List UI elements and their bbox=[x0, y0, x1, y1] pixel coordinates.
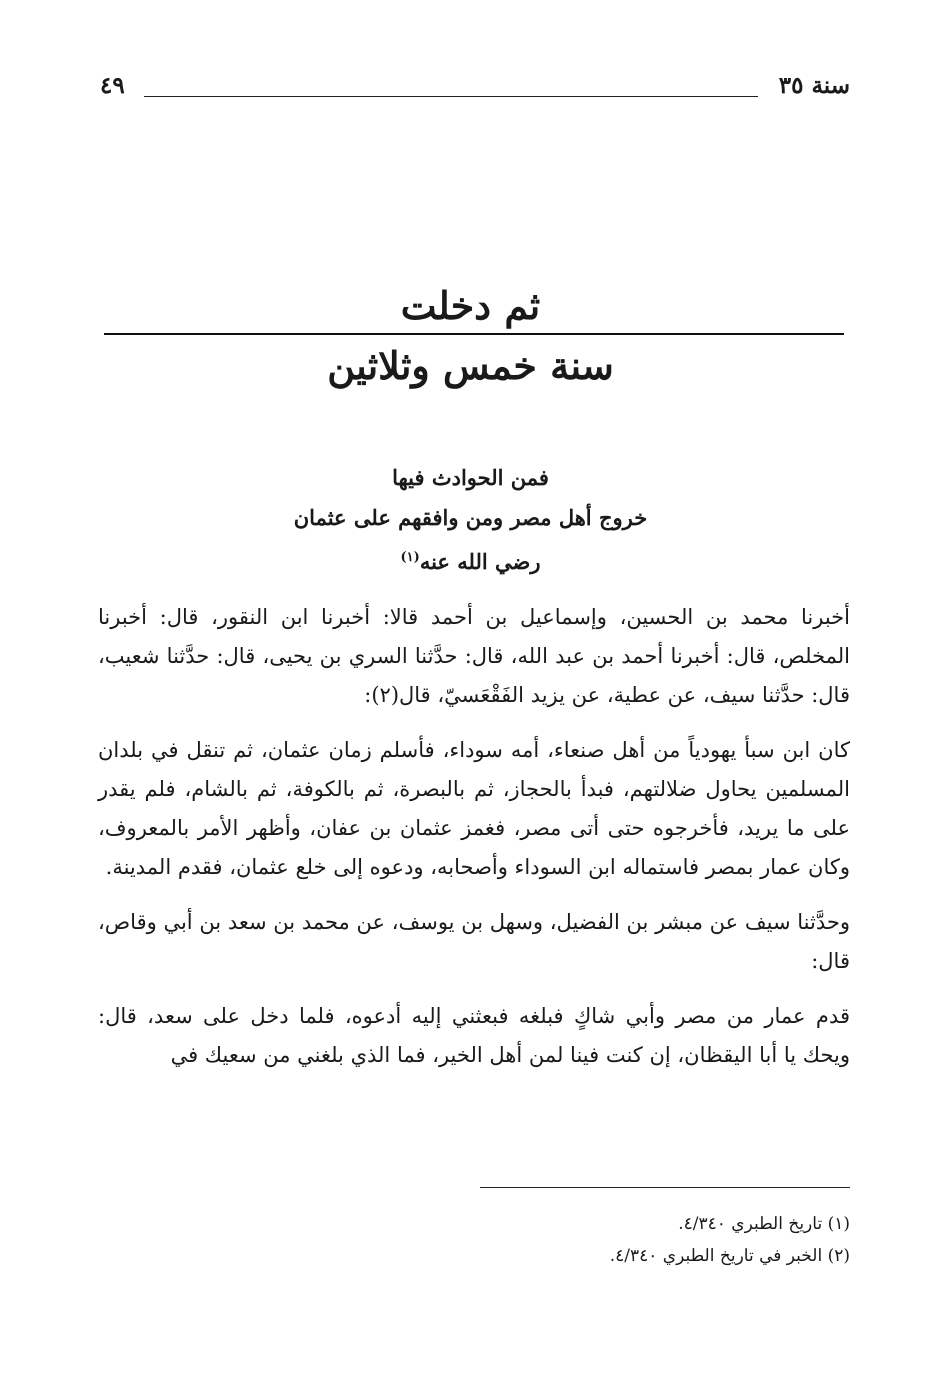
footnote-2: (٢) الخبر في تاريخ الطبري ٤/٣٤٠. bbox=[609, 1246, 850, 1266]
footnote-reference-1: (١) bbox=[400, 550, 420, 565]
footnote-rule bbox=[480, 1187, 850, 1188]
paragraph-isnad-2: وحدَّثنا سيف عن مبشر بن الفضيل، وسهل بن يوسف، عن محمد بن سعد بن أبي وقاص، قال: bbox=[98, 910, 850, 973]
section-heading bbox=[0, 458, 941, 582]
paragraph-isnad-1: أخبرنا محمد بن الحسين، وإسماعيل بن أحمد قالا: أخبرنا ابن النقور، قال: أخبرنا المخلص، قال: أخبرنا أحمد بن عبد الله، قال: حدَّثنا السري بن يحيى، قال: حدَّثنا شعيب، قال: حدَّثنا سيف، عن عطية، عن يزيد الفَقْعَسيّ، قال(٢): bbox=[98, 605, 850, 707]
footnote-1: (١) تاريخ الطبري ٤/٣٤٠. bbox=[678, 1214, 850, 1234]
chapter-title: ثم دخلت bbox=[400, 283, 541, 328]
chapter-subtitle: سنة خمس وثلاثين bbox=[327, 343, 614, 388]
running-title: سنة ٣٥ bbox=[778, 72, 850, 99]
section-heading-line-2: خروج أهل مصر ومن وافقهم على عثمان bbox=[293, 505, 648, 530]
header-rule bbox=[144, 96, 758, 97]
footnotes bbox=[98, 1208, 850, 1272]
paragraph-ibn-saba: كان ابن سبأ يهودياً من أهل صنعاء، أمه سوداء، فأسلم زمان عثمان، ثم تنقل في بلدان المسلمين يحاول ضلالتهم، فبدأ بالحجاز، ثم بالبصرة، ثم بالكوفة، ثم بالشام، فلم يقدر على ما يريد، فأخرجوه حتى أتى مصر، فغمز عثمان بن عفان، وأظهر الأمر بالمعروف، وكان عمار بمصر فاستماله ابن السوداء وأصحابه، ودعوه إلى خلع عثمان، فقدم المدينة. bbox=[98, 738, 850, 879]
section-heading-line-1: فمن الحوادث فيها bbox=[392, 465, 549, 490]
body-text bbox=[98, 598, 850, 1075]
running-header bbox=[100, 72, 850, 112]
section-heading-line-3 bbox=[0, 538, 941, 582]
page-number: ٤٩ bbox=[100, 72, 125, 99]
paragraph-ammar: قدم عمار من مصر وأبي شاكٍ فبلغه فبعثني إليه أدعوه، فلما دخل على سعد، قال: ويحك يا أبا اليقظان، إن كنت فينا لمن أهل الخير، فما الذي بلغني من سعيك في bbox=[98, 1004, 850, 1067]
section-heading-line-3-text: رضي الله عنه bbox=[419, 549, 541, 574]
chapter-rule bbox=[104, 333, 844, 335]
